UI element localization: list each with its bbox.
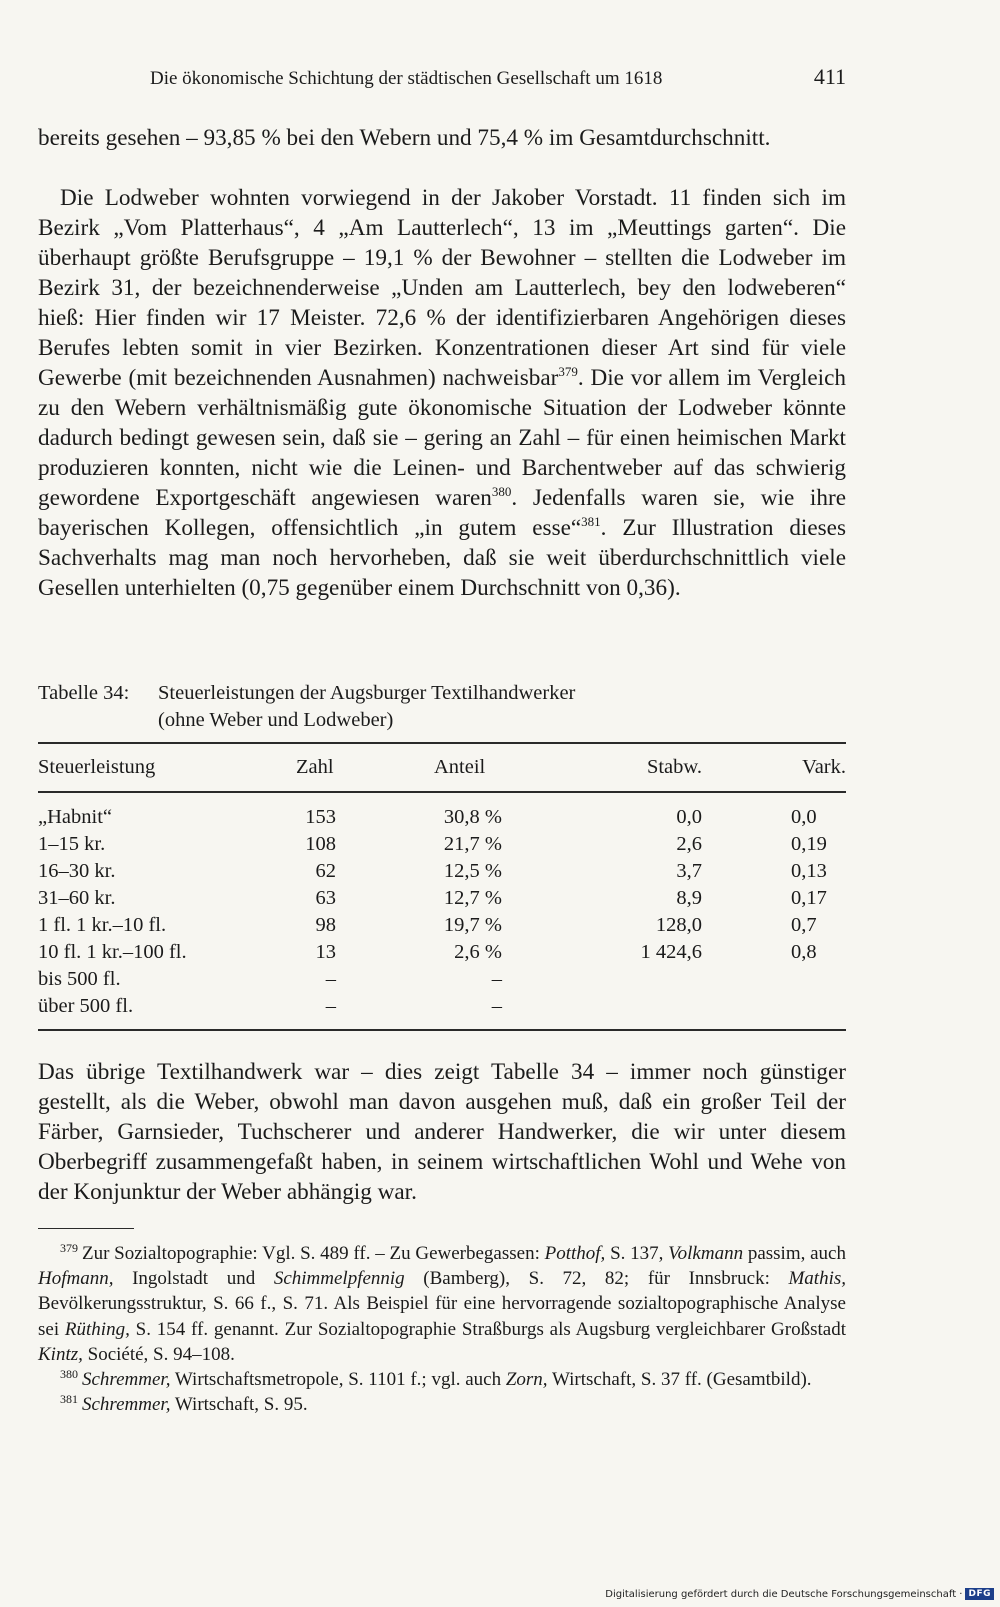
table-caption-line2: (ohne Weber und Lodweber)	[158, 709, 394, 731]
footnote-text: Zur Sozialtopographie: Vgl. S. 489 ff. – Zu Gewerbegassen:	[82, 1243, 545, 1264]
table-cell: 0,19	[791, 833, 827, 855]
table-cell: 12,7 %	[443, 887, 502, 909]
author-name: Hofmann,	[38, 1268, 114, 1290]
table-row	[38, 806, 846, 833]
table-cell: 10 fl. 1 kr.–100 fl.	[38, 941, 187, 963]
table-header-row	[38, 756, 846, 784]
table-header-cell: Anteil	[434, 756, 486, 778]
table-cell: 2,6 %	[454, 941, 502, 963]
table-cell: 128,0	[655, 914, 702, 936]
author-name: Schremmer,	[82, 1369, 171, 1391]
table-cell: 3,7	[676, 860, 702, 882]
footnote-text: Société, S. 94–108.	[82, 1343, 235, 1365]
table-header-cell: Zahl	[296, 756, 334, 778]
author-name: Schimmelpfennig	[273, 1268, 405, 1290]
table-cell: 0,8	[791, 941, 817, 963]
paragraph-text: . Zur Illustration dieses Sachverhalts mag man noch hervorheben, daß sie weit überdurchschnittlich viele Gesellen unterhielten (0,75 gegenüber einem Durchschnitt von 0,36).	[38, 515, 846, 601]
paragraph-text: . Die vor allem im Vergleich zu den Webern verhältnismäßig gute ökonomische Situation der Lodweber könnte dadurch bedingt gewesen sein, daß sie – gering an Zahl – für einen heimischen Markt produzieren konnten, nicht wie die Leinen- und Barchentweber auf das schwierig gewordene Exportgeschäft angewiesen waren	[38, 365, 847, 511]
footnote-text: S. 137,	[605, 1243, 669, 1264]
table-cell: 1 fl. 1 kr.–10 fl.	[38, 914, 167, 936]
paragraph-text: . Jedenfalls waren sie, wie ihre bayerischen Kollegen, offensichtlich „in gutem esse“	[38, 485, 846, 541]
table-cell: 12,5 %	[443, 860, 502, 882]
table-cell: 0,13	[791, 860, 827, 882]
table-row	[38, 860, 846, 887]
footnote-380	[38, 1367, 846, 1392]
author-name: Rüthing,	[64, 1318, 130, 1340]
table-cell: 0,17	[791, 887, 827, 909]
footnote-text: Bevölkerungsstruktur, S. 66 f., S. 71. Als Beispiel für eine hervorragende sozialtopographische Analyse sei	[38, 1293, 846, 1340]
table-cell: 62	[315, 860, 336, 882]
table-header-rule	[38, 791, 846, 793]
table-cell: „Habnit“	[38, 806, 112, 828]
table-row	[38, 995, 846, 1022]
table-cell: –	[325, 995, 336, 1017]
table-cell: –	[491, 995, 502, 1017]
table-cell: 0,0	[791, 806, 817, 828]
table-label: Tabelle 34:	[38, 682, 130, 704]
footnote-text: S. 154 ff. genannt. Zur Sozialtopographie Straßburgs als Augsburg vergleichbarer Großstadt	[129, 1318, 846, 1340]
table-caption-line1: Steuerleistungen der Augsburger Textilhandwerker	[158, 682, 576, 704]
footnote-ref-379[interactable]: 379	[558, 364, 578, 379]
table-cell: –	[325, 968, 336, 990]
paragraph-lodweber	[38, 183, 846, 603]
table-header-cell: Steuerleistung	[38, 756, 156, 778]
table-row	[38, 887, 846, 914]
paragraph-textilhandwerk: Das übrige Textilhandwerk war – dies zeigt Tabelle 34 – immer noch günstiger gestellt, als die Weber, obwohl man davon ausgehen muß, daß ein großer Teil der Färber, Garnsieder, Tuchscherer und anderer Handwerker, die wir unter diesem Oberbegriff zusammengefaßt haben, in seinem wirtschaftlichen Wohl und Wehe von der Konjunktur der Weber abhängig war.	[38, 1059, 846, 1205]
footnote-separator	[38, 1228, 134, 1229]
table-cell: 30,8 %	[443, 806, 502, 828]
table-bottom-rule	[38, 1029, 846, 1031]
table-cell: 8,9	[676, 887, 702, 909]
digitization-watermark	[605, 1585, 994, 1603]
paragraph-text: Die Lodweber wohnten vorwiegend in der Jakober Vorstadt. 11 finden sich im Bezirk „Vom Platterhaus“, 4 „Am Lautterlech“, 13 im „Meuttings garten“. Die überhaupt größte Berufsgruppe – 19,1 % der Bewohner – stellten die Lodweber im Bezirk 31, der bezeichnenderweise „Unden am Lautterlech, bey den lodweberen“ hieß: Hier finden wir 17 Meister. 72,6 % der identifizierbaren Angehörigen dieses Berufes lebten somit in vier Bezirken. Konzentrationen dieser Art sind für viele Gewerbe (mit bezeichnenden Ausnahmen) nachweisbar	[38, 185, 846, 391]
table-cell: 13	[315, 941, 336, 963]
table-cell: 21,7 %	[443, 833, 502, 855]
table-cell: 0,7	[791, 914, 817, 936]
table-row	[38, 968, 846, 995]
footnote-379	[38, 1241, 846, 1367]
table-cell: 1 424,6	[640, 941, 702, 963]
author-name: Volkmann	[668, 1243, 744, 1264]
paragraph-continuation: bereits gesehen – 93,85 % bei den Webern und 75,4 % im Gesamtdurchschnitt.	[38, 125, 771, 151]
author-name: Mathis,	[788, 1268, 846, 1290]
dfg-logo-icon: DFG	[965, 1588, 994, 1600]
running-head	[38, 64, 846, 94]
footnote-text: passim, auch	[743, 1243, 846, 1264]
table-top-rule	[38, 742, 846, 744]
watermark-text: Digitalisierung gefördert durch die Deutsche Forschungsgemeinschaft ·	[605, 1588, 963, 1600]
footnote-text: Wirtschaftsmetropole, S. 1101 f.; vgl. auch	[170, 1369, 506, 1391]
footnote-text: Ingolstadt und	[113, 1268, 274, 1290]
table-cell: 0,0	[676, 806, 702, 828]
footnote-number: 380	[60, 1367, 78, 1382]
footnote-number: 381	[60, 1392, 78, 1407]
author-name: Schremmer,	[82, 1394, 171, 1416]
table-header-cell: Vark.	[802, 756, 846, 778]
table-cell: 2,6	[676, 833, 702, 855]
footnote-number: 379	[60, 1241, 78, 1255]
table-cell: 153	[305, 806, 336, 828]
table-cell: über 500 fl.	[38, 995, 134, 1017]
table-cell: 108	[305, 833, 336, 855]
table-row	[38, 833, 846, 860]
author-name: Zorn,	[505, 1369, 548, 1391]
footnote-ref-380[interactable]: 380	[491, 484, 512, 499]
table-cell: 19,7 %	[443, 914, 502, 936]
table-header-cell: Stabw.	[646, 756, 702, 778]
table-row	[38, 914, 846, 941]
footnote-text: Wirtschaft, S. 95.	[170, 1394, 308, 1416]
page-number: 411	[813, 64, 846, 89]
author-name: Kintz,	[38, 1343, 83, 1365]
footnotes	[38, 1241, 846, 1417]
footnote-381	[38, 1392, 846, 1417]
running-head-title: Die ökonomische Schichtung der städtischen Gesellschaft um 1618	[150, 68, 663, 89]
table-cell: 98	[315, 914, 336, 936]
table-cell: 63	[315, 887, 336, 909]
table-cell: 1–15 kr.	[38, 833, 106, 855]
footnote-ref-381[interactable]: 381	[581, 514, 601, 529]
table-cell: 31–60 kr.	[38, 887, 116, 909]
footnote-text: (Bamberg), S. 72, 82; für Innsbruck:	[404, 1268, 789, 1290]
table-cell: –	[491, 968, 502, 990]
footnote-text: Wirtschaft, S. 37 ff. (Gesamtbild).	[547, 1369, 812, 1391]
table-cell: bis 500 fl.	[38, 968, 121, 990]
author-name: Potthof,	[544, 1243, 606, 1264]
table-cell: 16–30 kr.	[38, 860, 116, 882]
table-row	[38, 941, 846, 968]
